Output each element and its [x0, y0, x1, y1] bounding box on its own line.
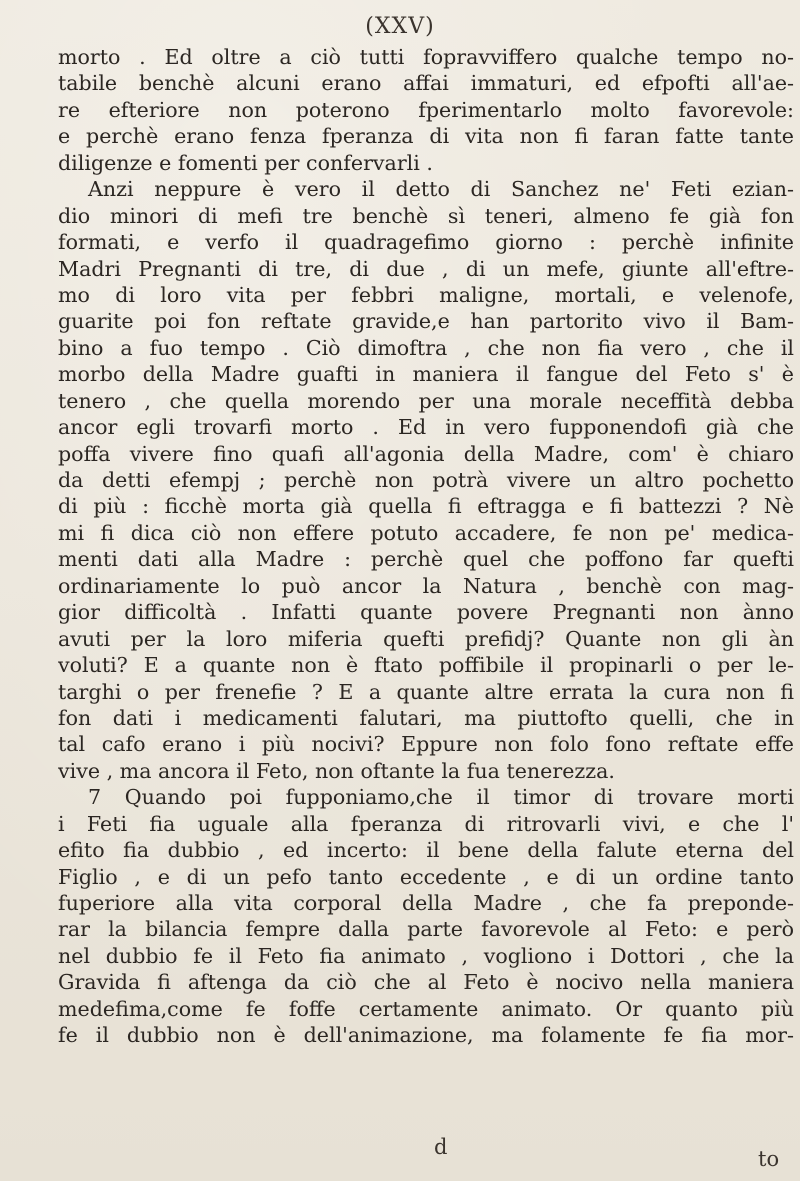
text-line: e perchè erano fenza fperanza di vita non fi faran fatte tante — [58, 124, 794, 149]
text-line: Anzi neppure è vero il detto di Sanchez ne' Feti ezian- — [88, 177, 794, 202]
text-line: medefima,come fe foffe certamente animato. Or quanto più — [58, 996, 794, 1021]
text-line: efito fia dubbio , ed incerto: il bene della falute eterna del — [58, 838, 794, 863]
text-line: fuperiore alla vita corporal della Madre , che fa preponde- — [58, 891, 794, 915]
body-text — [58, 44, 794, 1049]
text-line: mi fi dica ciò non effere potuto accadere, fe non pe' medica- — [58, 520, 794, 545]
text-line: Gravida fi aftenga da ciò che al Feto è nocivo nella maniera — [58, 970, 794, 995]
text-line: dio minori di mefi tre benchè sì teneri, almeno fe già fon — [58, 203, 794, 228]
text-line: fe il dubbio non è dell'animazione, ma folamente fe fia mor- — [58, 1023, 794, 1048]
text-line: gior difficoltà . Infatti quante povere Pregnanti non ànno — [58, 600, 794, 625]
text-line: vive , ma ancora il Feto, non oftante la fua tenerezza. — [58, 758, 615, 783]
text-line: menti dati alla Madre : perchè quel che poffono far quefti — [58, 547, 794, 572]
text-line: morto . Ed oltre a ciò tutti fopravviffero qualche tempo no- — [58, 45, 794, 69]
signature-mark: d — [434, 1135, 448, 1159]
text-line: Figlio , e di un pefo tanto eccedente , e di un ordine tanto — [58, 864, 794, 889]
catchword: to — [758, 1147, 780, 1171]
text-line: ordinariamente lo può ancor la Natura , benchè con mag- — [58, 573, 794, 598]
text-line: targhi o per frenefie ? E a quante altre errata la cura non fi — [58, 679, 794, 704]
text-line: diligenze e fomenti per confervarli . — [58, 150, 433, 175]
text-line: mo di loro vita per febbri maligne, mortali, e velenofe, — [58, 282, 794, 307]
text-line: re efteriore non poterono fperimentarlo molto favorevole: — [58, 97, 794, 122]
text-line: rar la bilancia fempre dalla parte favorevole al Feto: e però — [58, 917, 794, 942]
text-line: formati, e verfo il quadragefimo giorno : perchè infinite — [58, 230, 794, 255]
page-number: (XXV) — [365, 14, 435, 39]
text-line: nel dubbio fe il Feto fia animato , vogliono i Dottori , che la — [58, 943, 794, 968]
text-line: da detti efempj ; perchè non potrà vivere un altro pochetto — [58, 468, 794, 492]
text-line: Madri Pregnanti di tre, di due , di un mefe, giunte all'eftre- — [58, 256, 794, 281]
text-line: morbo della Madre guafti in maniera il fangue del Feto s' è — [58, 362, 794, 387]
text-line: i Feti fia uguale alla fperanza di ritrovarli vivi, e che l' — [58, 811, 794, 836]
text-line: tal cafo erano i più nocivi? Eppure non folo fono reftate effe — [58, 732, 794, 757]
text-line: ancor egli trovarfi morto . Ed in vero fupponendofi già che — [58, 415, 794, 440]
text-line: tenero , che quella morendo per una morale neceffità debba — [58, 388, 794, 413]
text-line: 7 Quando poi fupponiamo,che il timor di trovare morti — [88, 785, 794, 810]
text-line: tabile benchè alcuni erano affai immaturi, ed efpofti all'ae- — [58, 71, 794, 96]
text-line: di più : ficchè morta già quella fi eftragga e fi battezzi ? Nè — [58, 494, 794, 519]
text-line: guarite poi fon reftate gravide,e han partorito vivo il Bam- — [58, 309, 794, 334]
text-line: bino a fuo tempo . Ciò dimoftra , che non fia vero , che il — [58, 335, 794, 360]
text-line: fon dati i medicamenti falutari, ma piuttofto quelli, che in — [58, 705, 794, 730]
text-line: poffa vivere fino quafi all'agonia della Madre, com' è chiaro — [58, 441, 794, 466]
text-line: voluti? E a quante non è ftato poffibile il propinarli o per le- — [58, 653, 794, 678]
text-line: avuti per la loro miferia quefti prefidj? Quante non gli àn — [58, 626, 794, 651]
